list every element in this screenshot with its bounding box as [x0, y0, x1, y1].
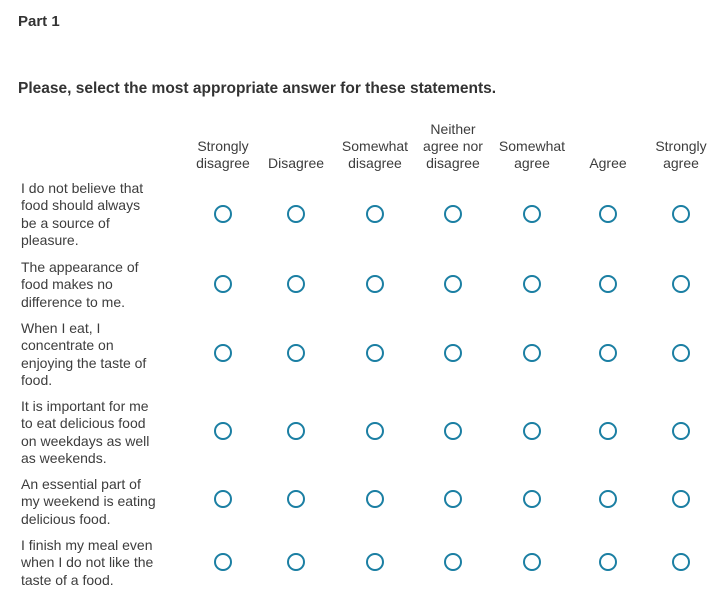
- instructions-text: Please, select the most appropriate answer for these statements.: [18, 80, 497, 97]
- radio-statement-4-neither[interactable]: [444, 422, 462, 440]
- radio-statement-1-strongly-disagree[interactable]: [214, 205, 232, 223]
- radio-statement-2-agree[interactable]: [599, 275, 617, 293]
- radio-statement-6-disagree[interactable]: [287, 553, 305, 571]
- radio-statement-5-agree[interactable]: [599, 490, 617, 508]
- radio-statement-4-strongly-agree[interactable]: [672, 422, 690, 440]
- radio-statement-5-neither[interactable]: [444, 490, 462, 508]
- column-header-somewhat-disagree: Somewhat disagree: [341, 138, 409, 171]
- radio-statement-5-somewhat-agree[interactable]: [523, 490, 541, 508]
- radio-statement-4-somewhat-agree[interactable]: [523, 422, 541, 440]
- radio-statement-2-strongly-agree[interactable]: [672, 275, 690, 293]
- radio-statement-2-strongly-disagree[interactable]: [214, 275, 232, 293]
- statement-5-label: An essential part of my weekend is eating delicious food.: [21, 476, 156, 527]
- radio-statement-6-strongly-disagree[interactable]: [214, 553, 232, 571]
- radio-statement-5-strongly-agree[interactable]: [672, 490, 690, 508]
- radio-statement-3-neither[interactable]: [444, 344, 462, 362]
- part-title: Part 1: [18, 13, 60, 30]
- column-header-somewhat-agree: Somewhat agree: [498, 138, 566, 171]
- radio-statement-6-neither[interactable]: [444, 553, 462, 571]
- radio-statement-2-somewhat-agree[interactable]: [523, 275, 541, 293]
- radio-statement-6-somewhat-disagree[interactable]: [366, 553, 384, 571]
- radio-statement-5-strongly-disagree[interactable]: [214, 490, 232, 508]
- statement-2-label: The appearance of food makes no difference to me.: [21, 259, 139, 310]
- column-header-strongly-agree: Strongly agree: [655, 138, 707, 171]
- radio-statement-3-strongly-disagree[interactable]: [214, 344, 232, 362]
- column-header-disagree: Disagree: [267, 155, 325, 171]
- statement-4-label: It is important for me to eat delicious food on weekdays as well as weekends.: [21, 398, 150, 467]
- radio-statement-3-disagree[interactable]: [287, 344, 305, 362]
- column-header-strongly-disagree: Strongly disagree: [196, 138, 250, 171]
- column-header-neither: Neither agree nor disagree: [423, 121, 483, 171]
- radio-statement-1-somewhat-disagree[interactable]: [366, 205, 384, 223]
- radio-statement-3-somewhat-disagree[interactable]: [366, 344, 384, 362]
- radio-statement-1-agree[interactable]: [599, 205, 617, 223]
- radio-statement-6-agree[interactable]: [599, 553, 617, 571]
- statement-1-label: I do not believe that food should always be a source of pleasure.: [21, 180, 144, 249]
- radio-statement-6-somewhat-agree[interactable]: [523, 553, 541, 571]
- radio-statement-2-neither[interactable]: [444, 275, 462, 293]
- radio-statement-1-somewhat-agree[interactable]: [523, 205, 541, 223]
- radio-statement-3-strongly-agree[interactable]: [672, 344, 690, 362]
- radio-statement-1-neither[interactable]: [444, 205, 462, 223]
- radio-statement-3-agree[interactable]: [599, 344, 617, 362]
- statement-3-label: When I eat, I concentrate on enjoying the taste of food.: [21, 320, 147, 389]
- radio-statement-4-somewhat-disagree[interactable]: [366, 422, 384, 440]
- radio-statement-1-disagree[interactable]: [287, 205, 305, 223]
- radio-statement-2-somewhat-disagree[interactable]: [366, 275, 384, 293]
- radio-statement-5-disagree[interactable]: [287, 490, 305, 508]
- column-header-agree: Agree: [589, 155, 627, 171]
- statement-6-label: I finish my meal even when I do not like the taste of a food.: [21, 537, 154, 588]
- radio-statement-4-strongly-disagree[interactable]: [214, 422, 232, 440]
- radio-statement-1-strongly-agree[interactable]: [672, 205, 690, 223]
- radio-statement-6-strongly-agree[interactable]: [672, 553, 690, 571]
- radio-statement-2-disagree[interactable]: [287, 275, 305, 293]
- radio-statement-4-agree[interactable]: [599, 422, 617, 440]
- radio-statement-4-disagree[interactable]: [287, 422, 305, 440]
- radio-statement-3-somewhat-agree[interactable]: [523, 344, 541, 362]
- radio-statement-5-somewhat-disagree[interactable]: [366, 490, 384, 508]
